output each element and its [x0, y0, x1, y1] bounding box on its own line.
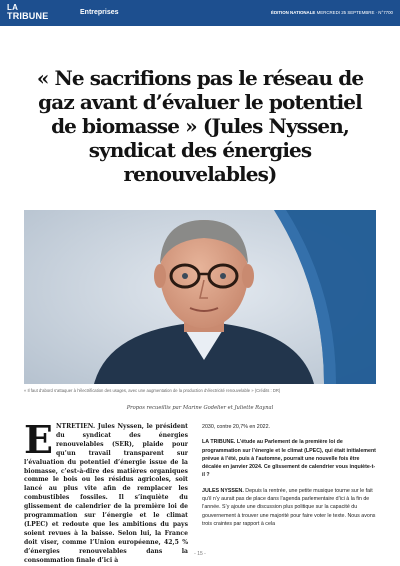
- answer-speaker: JULES NYSSEN.: [202, 487, 244, 494]
- section-label[interactable]: Entreprises: [80, 9, 119, 16]
- edition-label: ÉDITION NATIONALE: [271, 10, 316, 15]
- interview-question: LA TRIBUNE. L’étude au Parlement de la première loi de programmation sur l’énergie et le climat (LPEC), qui était initialement prévue à l’été, puis à l’automne, pourrait une nouvelle fois être décalée en janvier 2024. Ce glissement de calendrier vous inquiète-t-il ?: [202, 439, 376, 479]
- answer-text: Depuis la rentrée, une petite musique tourne sur le fait qu’il n’y aurait pas de place dans l’agenda parlementaire d’ici à la fin de l’année. S’y ajoute une discussion plus politique sur la capacité du gouvernement à trouver une majorité pour faire voter le texte. Nous avons trois craintes par rapport à cela: [202, 487, 376, 527]
- article-photo: [24, 210, 376, 384]
- page-header: [0, 0, 400, 26]
- logo-line-2: TRIBUNE: [7, 11, 49, 21]
- article-lead: [24, 417, 188, 566]
- drop-cap: E: [24, 417, 53, 462]
- lead-continued: 2030, contre 20,7% en 2022.: [202, 424, 271, 430]
- page-number: - 15 -: [194, 551, 206, 557]
- photo-caption: « Il faut d’abord s’attaquer à l’électrification des usages, avec une augmentation de la production d’électricité renouvelable » (Crédits : DR): [24, 388, 281, 393]
- article-column-right: [202, 423, 376, 535]
- lead-text: NTRETIEN. Jules Nyssen, le président du syndicat des énergies renouvelables (SER), plaide pour qu’un travail transparent sur l’évaluation du potentiel d’énergie issue de la biomasse, c’est-à-dire des matières organiques comme le bois ou les résidus agricoles, soit lancé au plus vite afin de remplacer les combustibles fossiles. Il s’inquiète du glissement de calendrier de la première loi de programmation sur l’énergie et le climat (LPEC) et redoute que les ambitions du pays soient revues à la baisse. Selon lui, la France doit viser, comme l’Union européenne, 42,5 % d’énergies renouvelables dans la consommation finale d’ici à: [24, 423, 188, 564]
- la-tribune-logo[interactable]: [7, 4, 48, 20]
- edition-date: MERCREDI 25 SEPTEMBRE · N°7700: [316, 10, 393, 15]
- edition-info: [271, 10, 393, 15]
- interview-answer: [202, 487, 376, 528]
- logo-line-1: LA: [7, 3, 19, 12]
- byline: Propos recueillis par Marine Godelier et Juliette Raynal: [126, 405, 274, 411]
- article-title: « Ne sacrifions pas le réseau de gaz avant d’évaluer le potentiel de biomasse » (Jules Nyssen, syndicat des énergies renouvelables): [36, 66, 364, 186]
